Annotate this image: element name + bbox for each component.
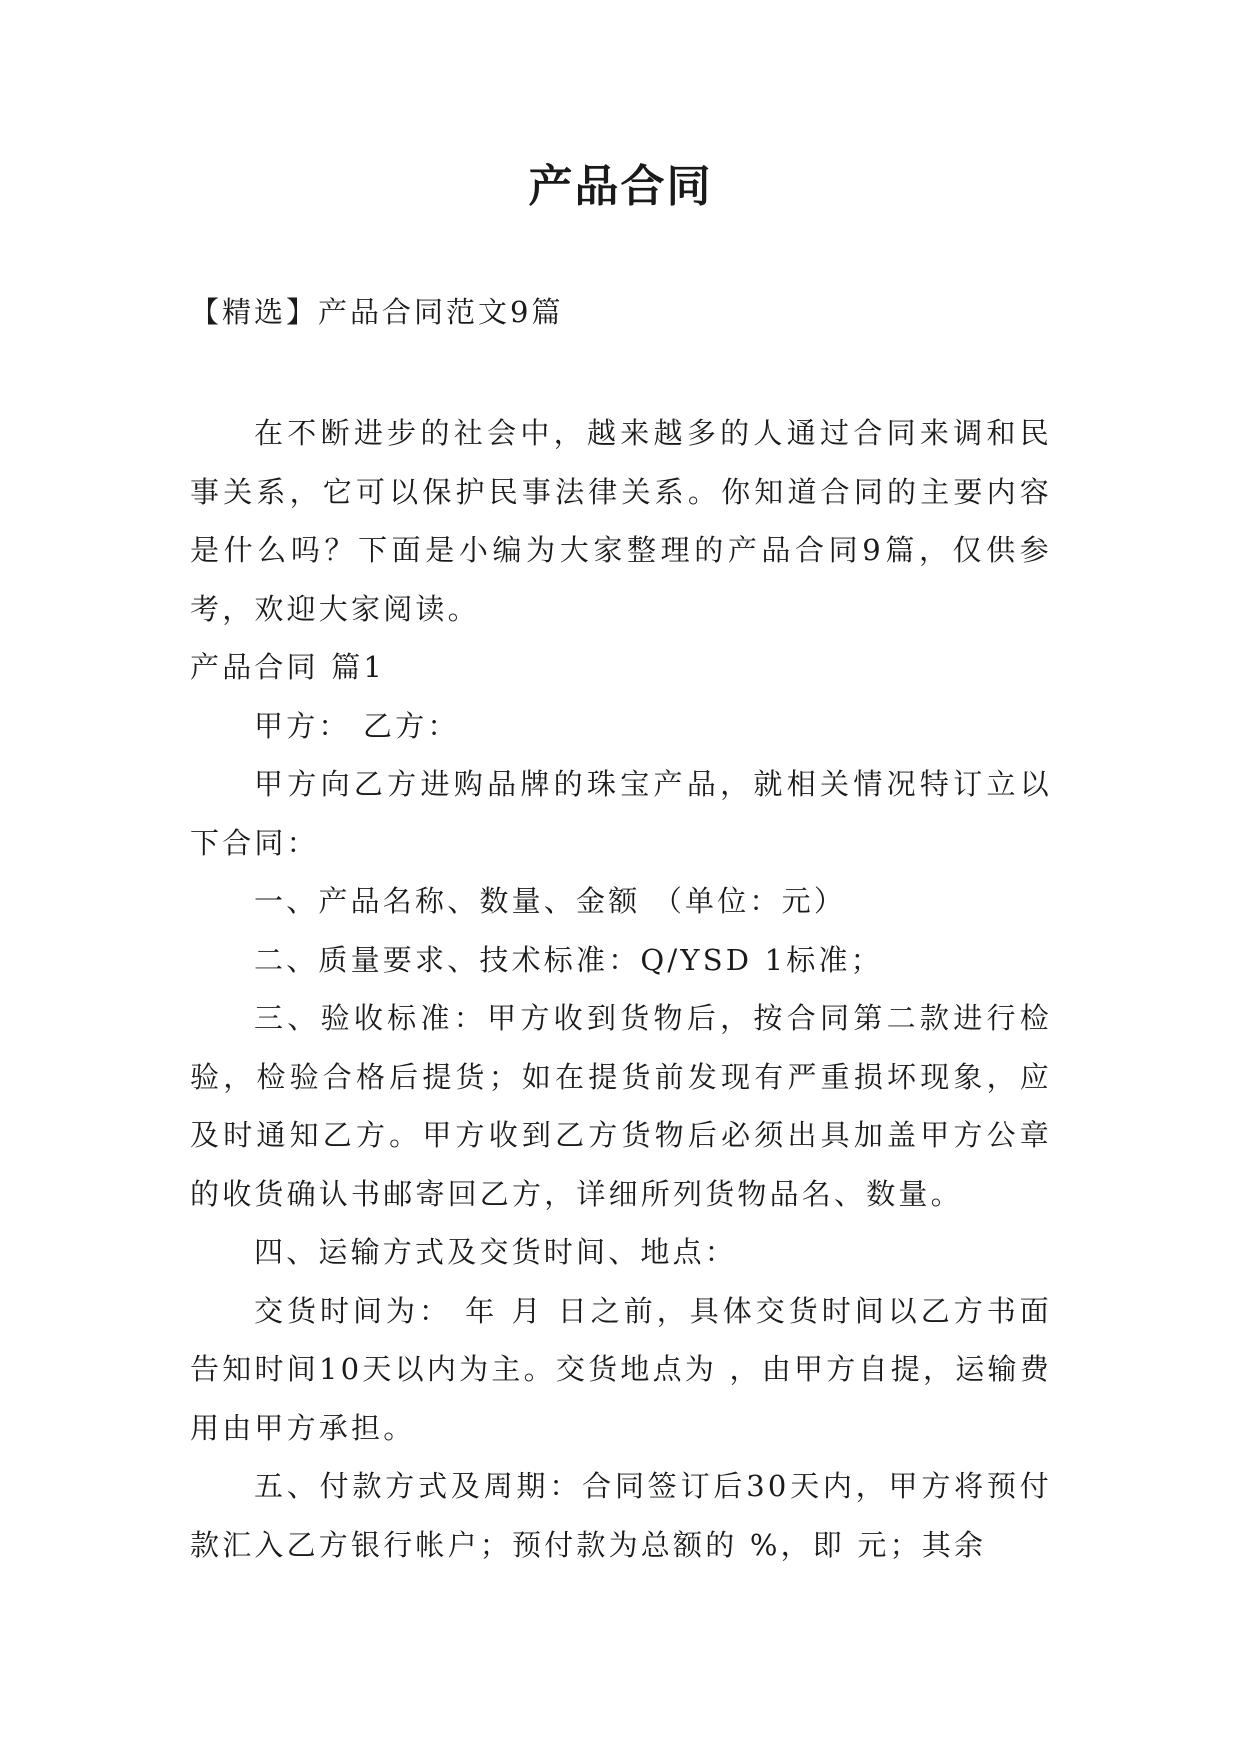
section-heading: 产品合同 篇1 [190,650,386,684]
clause-3: 三、验收标准：甲方收到货物后，按合同第二款进行检验，检验合格后提货；如在提货前发现有严重损坏现象，应及时通知乙方。甲方收到乙方货物后必须出具加盖甲方公章的收货确认书邮寄回乙方，详细所列货物品名、数量。 [190,1001,1052,1211]
contract-paragraph: 甲方向乙方进购品牌的珠宝产品，就相关情况特订立以下合同： [190,767,1052,860]
intro-paragraph: 在不断进步的社会中，越来越多的人通过合同来调和民事关系，它可以保护民事法律关系。你知道合同的主要内容是什么吗？下面是小编为大家整理的产品合同9篇，仅供参考，欢迎大家阅读。 [190,416,1052,626]
document-title: 产品合同 [528,161,713,212]
clause-2: 二、质量要求、技术标准：Q/YSD 1标准； [254,942,883,977]
clause-4: 四、运输方式及交货时间、地点： [254,1235,738,1269]
parties-line: 甲方： 乙方： [254,708,460,743]
clause-1: 一、产品名称、数量、金额 （单位：元） [254,884,847,918]
document-body [190,404,1052,1574]
document-subtitle: 【精选】产品合同范文9篇 [190,295,564,329]
clause-4-detail: 交货时间为： 年 月 日之前，具体交货时间以乙方书面告知时间10天以内为主。交货地点为 ，由甲方自提，运输费用由甲方承担。 [190,1293,1052,1445]
clause-5: 五、付款方式及周期：合同签订后30天内，甲方将预付款汇入乙方银行帐户；预付款为总额的 %，即 元；其余 [190,1469,1052,1562]
